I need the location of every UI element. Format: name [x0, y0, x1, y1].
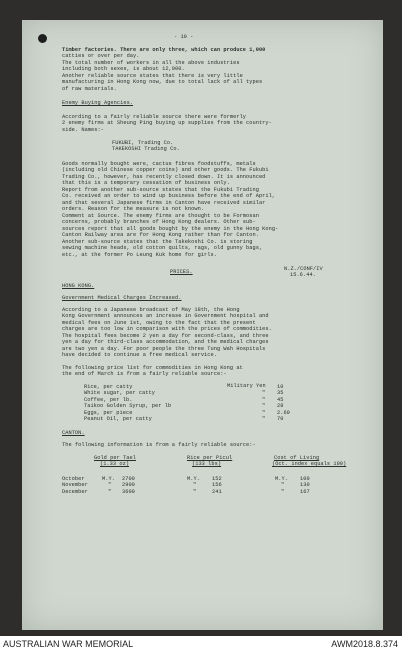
month-label: November — [62, 482, 88, 488]
text-line: of raw materials. — [62, 86, 117, 92]
price-item: Rice, per catty — [84, 384, 133, 390]
cost-of-living-value: 167 — [300, 489, 310, 495]
section-heading: Enemy Buying Agencies. — [62, 100, 134, 106]
section-heading: HONG KONG. — [62, 283, 95, 289]
column-subheader: (133 lbs) — [192, 461, 222, 467]
column-subheader: (Oct. index equals 100) — [272, 461, 347, 467]
ditto-mark: " — [262, 390, 266, 396]
text-line: concerns, probably branches of Hong Kong dealers. Other sub- — [62, 219, 256, 225]
gold-value: 3600 — [122, 489, 135, 495]
ditto-mark: " — [281, 489, 285, 495]
section-heading: Government Medical Charges Increased. — [62, 295, 182, 301]
price-item: White sugar, per catty — [84, 390, 156, 396]
ditto-mark: " — [108, 482, 112, 488]
text-line: sewing machine heads, old cotton quilts, rags, old gunny bags, — [62, 245, 263, 251]
price-item: Eggs, per piece — [84, 410, 133, 416]
price-item: Coffee, per lb. — [84, 397, 133, 403]
column-subheader: (1.33 oz) — [100, 461, 130, 467]
ditto-mark: " — [193, 482, 197, 488]
ditto-mark: " — [262, 397, 266, 403]
document-page — [22, 20, 383, 630]
text-line: Co. received an order to wind up business before the end of April, — [62, 193, 276, 199]
text-line: Timber factories. There are only three, which can produce 1,000 — [62, 47, 266, 53]
rice-value: 241 — [212, 489, 222, 495]
text-line: manufacturing in Hong Kong now, due to total lack of all types — [62, 79, 263, 85]
text-line: Kong Government announces an increase in Government hospital and — [62, 313, 269, 319]
footer-institution: AUSTRALIAN WAR MEMORIAL — [3, 639, 134, 649]
month-label: October — [62, 476, 85, 482]
text-line: have decided to continue a free medical service. — [62, 352, 217, 358]
ditto-mark: " — [262, 403, 266, 409]
text-line: The following information is from a fairly reliable source:- — [62, 442, 256, 448]
column-header: Military Yen — [227, 383, 266, 389]
text-line: including both sexes, is about 12,000. — [62, 66, 185, 72]
cost-of-living-value: 130 — [300, 482, 310, 488]
text-line: are two yen a day. For poor people the three Tung Wah Hospitals — [62, 346, 266, 352]
text-line: Another reliable source states that there is very little — [62, 73, 243, 79]
archive-footer — [0, 636, 402, 653]
gold-value: 2700 — [122, 476, 135, 482]
footer-accession-number: AWM2018.8.374 — [331, 639, 398, 649]
text-line: orders. Reason for the measure is not known. — [62, 206, 205, 212]
section-heading: PRICES. — [170, 269, 193, 275]
text-line: Report from another sub-source states that the Fukubi Trading — [62, 187, 259, 193]
price-value: 2.60 — [277, 410, 290, 416]
text-line: Canton Railway area are for Hong Kong rather than for Canton. — [62, 232, 259, 238]
text-line: charges are too low in comparison with the prices of commodities. — [62, 326, 272, 332]
text-line: The following price list for commodities in Hong Kong at — [62, 365, 243, 371]
text-line: The total number of workers in all the above industries — [62, 60, 240, 66]
text-line: sources report that all goods bought by the enemy in the Hong Kong- — [62, 226, 279, 232]
month-label: December — [62, 489, 88, 495]
ditto-mark: " — [281, 482, 285, 488]
ditto-mark: " — [262, 410, 266, 416]
text-line: Goods normally bought were, cactus fibres foodstuffs, metals — [62, 161, 256, 167]
price-value: 45 — [277, 397, 284, 403]
firm-name: TAKEKOSHI Trading Co. — [112, 146, 180, 152]
section-heading: CANTON. — [62, 430, 85, 436]
text-line: 2 enemy firms at Sheung Ping buying up supplies from the country- — [62, 120, 272, 126]
text-line: Another sub-source states that the Takekoshi Co. is storing — [62, 239, 253, 245]
column-header: Rice per Picul — [187, 455, 233, 461]
ditto-mark: " — [262, 416, 266, 422]
text-line: medical fees on June 1st, owing to the fact that the present — [62, 320, 256, 326]
text-line: Comment at Source. The enemy firms are thought to be Formosan — [62, 213, 259, 219]
rice-value: 152 — [212, 476, 222, 482]
ditto-mark: " — [193, 489, 197, 495]
price-value: 10 — [277, 384, 284, 390]
text-line: (including old Chinese copper coins) and other goods. The Fukubi — [62, 167, 269, 173]
text-line: Trading Co., however, has recently closed down. It is announced — [62, 174, 266, 180]
text-line: the end of March is from a fairly reliable source:- — [62, 371, 227, 377]
firm-name: FUKUBI, Trading Co. — [112, 140, 174, 146]
price-value: 28 — [277, 403, 284, 409]
price-value: 35 — [277, 390, 284, 396]
currency-prefix: M.Y. — [102, 476, 115, 482]
text-line: yen a day for third-class accommodation, and the medical charges — [62, 339, 269, 345]
column-header: Cost of Living — [274, 455, 320, 461]
text-line: etc., at the former Po Leung Kuk home for girls. — [62, 252, 217, 258]
punch-hole — [38, 34, 47, 43]
text-line: and that several Japanese firms in Canton have received similar — [62, 200, 266, 206]
ditto-mark: " — [108, 489, 112, 495]
text-line: side. Names:- — [62, 127, 104, 133]
currency-prefix: M.Y. — [187, 476, 200, 482]
price-value: 70 — [277, 416, 284, 422]
text-line: that this is a temporary cessation of business only. — [62, 180, 230, 186]
text-line: According to a Japanese broadcast of May 18th, the Hong — [62, 307, 240, 313]
currency-prefix: M.Y. — [275, 476, 288, 482]
reference-number: N.Z./CONF/IV — [284, 266, 323, 272]
price-item: Taikoo Golden Syrup, per lb — [84, 403, 172, 409]
cost-of-living-value: 100 — [300, 476, 310, 482]
column-header: Gold per Tael — [94, 455, 136, 461]
gold-value: 2900 — [122, 482, 135, 488]
text-line: The hospital fees become 2 yen a day for second-class, and three — [62, 333, 269, 339]
page-number: - 10 - — [174, 34, 194, 40]
text-line: catties or over per day. — [62, 53, 140, 59]
rice-value: 156 — [212, 482, 222, 488]
price-item: Peanut Oil, per catty — [84, 416, 152, 422]
reference-date: 15.6.44. — [290, 272, 316, 278]
text-line: According to a fairly reliable source there were formerly — [62, 114, 247, 120]
